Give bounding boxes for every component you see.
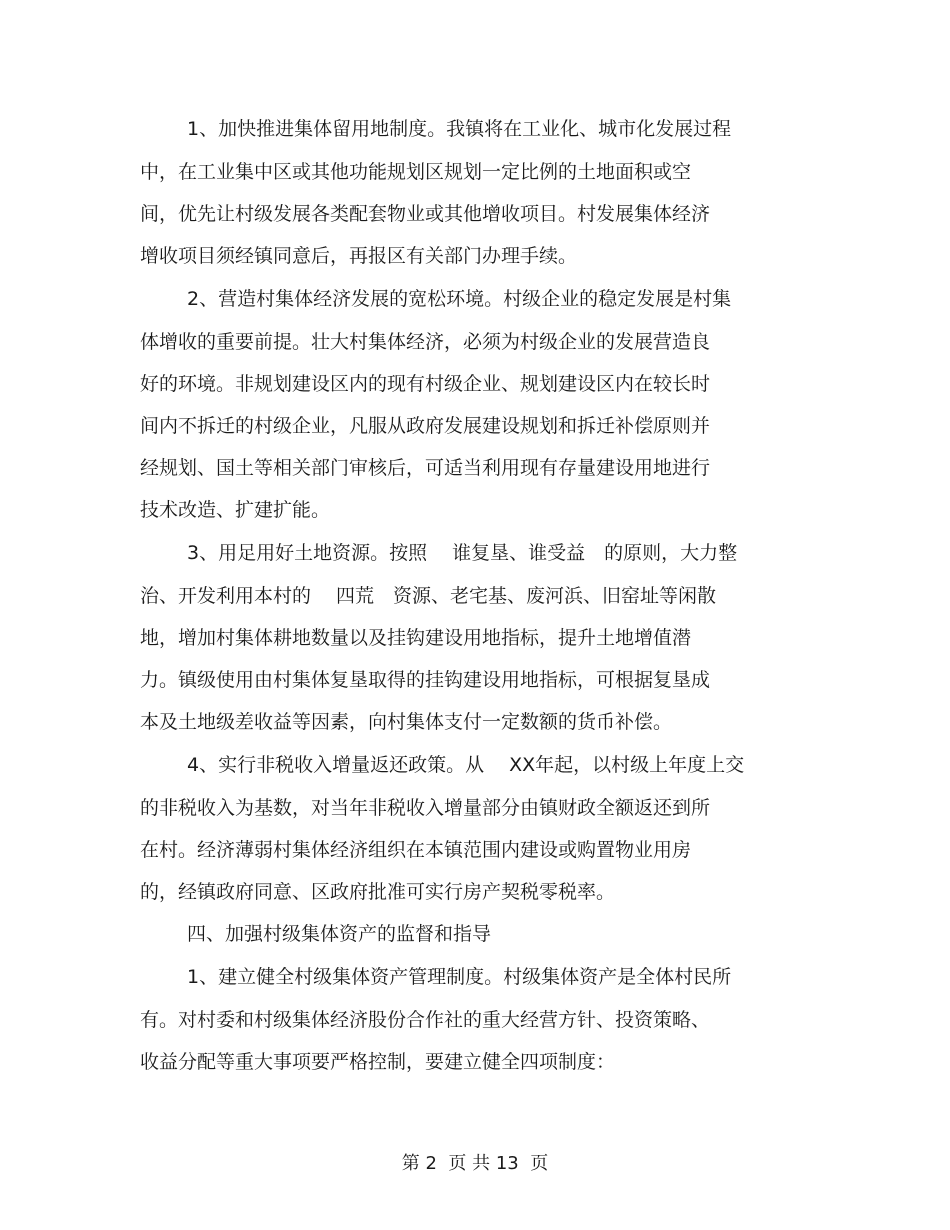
- paragraph-line: 经规划、国土等相关部门审核后，可适当利用现有存量建设用地进行: [140, 457, 711, 479]
- paragraph-line: 增收项目须经镇同意后，再报区有关部门办理手续。: [140, 245, 578, 267]
- paragraph-line: 1、加快推进集体留用地制度。我镇将在工业化、城市化发展过程: [187, 118, 732, 140]
- paragraph-line: 本及土地级差收益等因素，向村集体支付一定数额的货币补偿。: [140, 711, 673, 733]
- paragraph-line: 的非税收入为基数，对当年非税收入增量部分由镇财政全额返还到所: [140, 797, 711, 819]
- paragraph-line: 在村。经济薄弱村集体经济组织在本镇范围内建设或购置物业用房: [140, 839, 692, 861]
- paragraph-line: 间，优先让村级发展各类配套物业或其他增收项目。村发展集体经济: [140, 203, 711, 225]
- paragraph-line: 收益分配等重大事项要严格控制，要建立健全四项制度：: [140, 1051, 616, 1073]
- paragraph-line: 4、实行非税收入增量返还政策。从 XX年起，以村级上年度上交: [187, 754, 745, 776]
- paragraph-line: 2、营造村集体经济发展的宽松环境。村级企业的稳定发展是村集: [187, 288, 732, 310]
- paragraph-line: 的，经镇政府同意、区政府批准可实行房产契税零税率。: [140, 881, 616, 903]
- paragraph-line: 力。镇级使用由村集体复垦取得的挂钩建设用地指标，可根据复垦成: [140, 669, 711, 691]
- paragraph-line: 1、建立健全村级集体资产管理制度。村级集体资产是全体村民所: [187, 966, 732, 988]
- section-heading: 四、加强村级集体资产的监督和指导: [187, 923, 492, 945]
- paragraph-line: 间内不拆迁的村级企业，凡服从政府发展建设规划和拆迁补偿原则并: [140, 415, 711, 437]
- paragraph-line: 地，增加村集体耕地数量以及挂钩建设用地指标，提升土地增值潜: [140, 627, 692, 649]
- page-number-footer: 第 2 页 共 13 页: [401, 1153, 549, 1174]
- paragraph-line: 中，在工业集中区或其他功能规划区规划一定比例的土地面积或空: [140, 161, 692, 183]
- paragraph-line: 3、用足用好土地资源。按照 谁复垦、谁受益 的原则，大力整: [187, 542, 738, 564]
- paragraph-line: 好的环境。非规划建设区内的现有村级企业、规划建设区内在较长时: [140, 373, 711, 395]
- paragraph-line: 体增收的重要前提。壮大村集体经济，必须为村级企业的发展营造良: [140, 331, 711, 353]
- paragraph-line: 技术改造、扩建扩能。: [140, 499, 331, 521]
- paragraph-line: 治、开发利用本村的 四荒 资源、老宅基、废河浜、旧窑址等闲散: [140, 585, 717, 607]
- paragraph-line: 有。对村委和村级集体经济股份合作社的重大经营方针、投资策略、: [140, 1009, 711, 1031]
